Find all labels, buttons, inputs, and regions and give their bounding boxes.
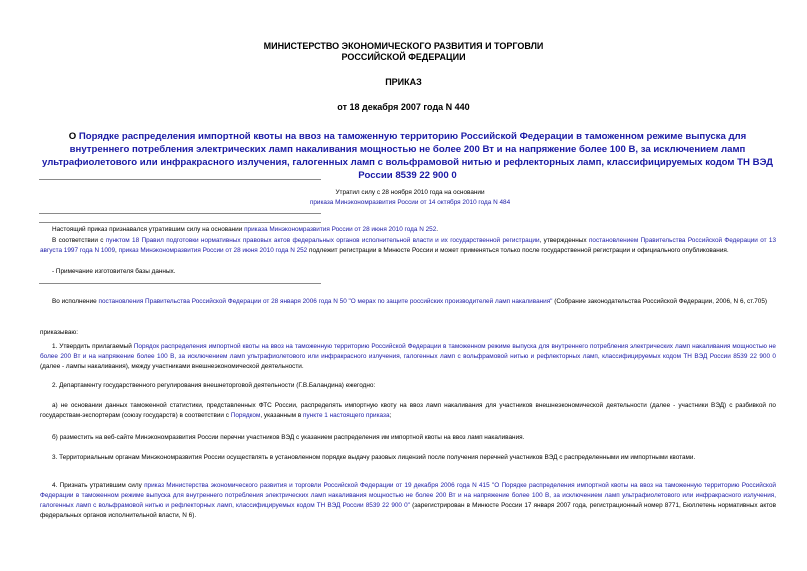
status-note-line1: Утратил силу с 28 ноября 2010 года на основании: [335, 189, 485, 196]
divider: [39, 222, 321, 223]
document-title: [40, 130, 775, 182]
divider: [39, 213, 321, 214]
text: (далее - лампы накаливания), между участниками внешнеэкономической деятельности.: [40, 363, 304, 370]
ministry-name-line1: МИНИСТЕРСТВО ЭКОНОМИЧЕСКОГО РАЗВИТИЯ И ТОРГОВЛИ: [263, 41, 544, 51]
text: 4. Признать утратившим силу: [52, 482, 145, 489]
procedure-link[interactable]: Порядком: [230, 412, 261, 419]
orders-word: приказываю:: [40, 329, 78, 336]
procedure-link[interactable]: Порядок распределения импортной квоты на ввоз на таможенную территорию Российской Федерации в таможенном режиме выпуска для внутреннего потребления электрических ламп накаливания мощностью не более 200 Вт и на напряжение более 100 В, за исключением ламп ультрафиолетового или инфракрасного излучения, галогенных ламп с вольфрамовой нитью и рефлекторных ламп, классифицируемых кодом ТН ВЭД России 8539 22 900 0: [40, 343, 776, 360]
item-2: 2. Департаменту государственного регулирования внешнеторговой деятельности (Г.В.Баландина) ежегодно:: [52, 382, 376, 389]
text: ,: [115, 247, 119, 254]
repealed-order-link[interactable]: приказ Министерства экономического развития и торговли Российской Федерации от 19 декабря 2006 года N 415 "О Порядке распределения импортной квоты на ввоз на таможенную территорию Российской Федерации в таможенном режиме выпуска для внутреннего потребления электрических ламп накаливания мощностью не более 200 Вт и на напряжение более 100 В, за исключением ламп ультрафиолетового или инфракрасного излучения, галогенных ламп с вольфрамовой нитью и рефлекторных ламп, классифицируемых кодом ТН ВЭД России 8539 22 900 0": [40, 482, 777, 509]
document-type: ПРИКАЗ: [385, 77, 422, 87]
text: ;: [389, 412, 392, 419]
text: (Собрание законодательства Российской Федерации, 2006, N 6, ст.705): [552, 298, 768, 305]
text: а) не основании данных таможенной статистики, представленных ФТС России, распределять импортную квоту на ввоз ламп накаливания для участников внешнеэкономической деятельности (далее - участники ВЭД) с разбивкой по государствам-экспортерам (союзу государств) в соответствии с: [40, 402, 776, 419]
text: , утвержденных: [539, 237, 589, 244]
document-date: от 18 декабря 2007 года N 440: [337, 102, 470, 112]
ministry-order-link[interactable]: приказ Минэкономразвития России от 28 июня 2010 года N 252: [118, 247, 308, 254]
text: .: [436, 226, 439, 233]
text: 1. Утвердить прилагаемый: [52, 343, 134, 350]
item-1: [40, 342, 776, 372]
divider: [39, 283, 321, 284]
status-note-link[interactable]: приказа Минэкономразвития России от 14 октября 2010 года N 484: [309, 199, 511, 206]
editor-note-paragraph-1: [40, 225, 776, 235]
item-2a: [40, 401, 776, 421]
rules-link[interactable]: пунктом 18 Правил подготовки нормативных правовых актов федеральных органов исполнительной власти и их государственной регистрации: [105, 237, 540, 244]
text: В соответствии с: [52, 237, 106, 244]
title-link[interactable]: Порядке распределения импортной квоты на ввоз на таможенную территорию Российской Федерации в таможенном режиме выпуска для внутреннего потребления электрических ламп накаливания мощностью не более 200 Вт и на напряжение более 100 В, за исключением ламп ультрафиолетового или инфракрасного излучения, галогенных ламп с вольфрамовой нитью и рефлекторных ламп, классифицируемых кодом ТН ВЭД России 8539 22 900 0: [41, 131, 773, 181]
item-2b: б) разместить на веб-сайте Минэкономразвития России перечни участников ВЭД с указанием распределения им импортной квоты на ввоз ламп накаливания.: [52, 434, 525, 441]
item-4: [40, 481, 776, 521]
intro-decree-link[interactable]: постановления Правительства Российской Федерации от 28 января 2006 года N 50 "О мерах по защите российских производителей ламп накаливания": [98, 298, 553, 305]
editor-note-paragraph-3: - Примечание изготовителя базы данных.: [52, 268, 176, 275]
text: (зарегистрирован в Минюсте России 17 января 2007 года, регистрационный номер 8771, Бюллетень нормативных актов федеральных органов исполнительной власти, N 6).: [40, 502, 776, 519]
editor-note-link-1[interactable]: приказа Минэкономразвития России от 28 июня 2010 года N 252: [244, 226, 437, 233]
item-1-link[interactable]: пункте 1 настоящего приказа: [303, 412, 390, 419]
text: подлежит регистрации в Минюсте России и может применяться только после государственной регистрации и официального опубликования.: [307, 247, 729, 254]
text: Во исполнение: [52, 298, 99, 305]
item-3: 3. Территориальным органам Минэкономразвития России осуществлять в установленном порядке выдачу разовых лицензий после получения перечней участников ВЭД с распределенными им импортными квотами.: [52, 454, 696, 461]
text: Настоящий приказ признавался утратившим силу на основании: [52, 226, 245, 233]
divider: [39, 179, 321, 180]
ministry-name-line2: РОССИЙСКОЙ ФЕДЕРАЦИИ: [341, 52, 466, 62]
intro-paragraph: [40, 297, 776, 307]
text: , указанным в: [260, 412, 304, 419]
editor-note-paragraph-2: [40, 236, 776, 256]
title-prefix: О: [68, 131, 79, 142]
government-decree-link[interactable]: постановлением Правительства Российской Федерации от 13 августа 1997 года N 1009: [40, 237, 777, 254]
